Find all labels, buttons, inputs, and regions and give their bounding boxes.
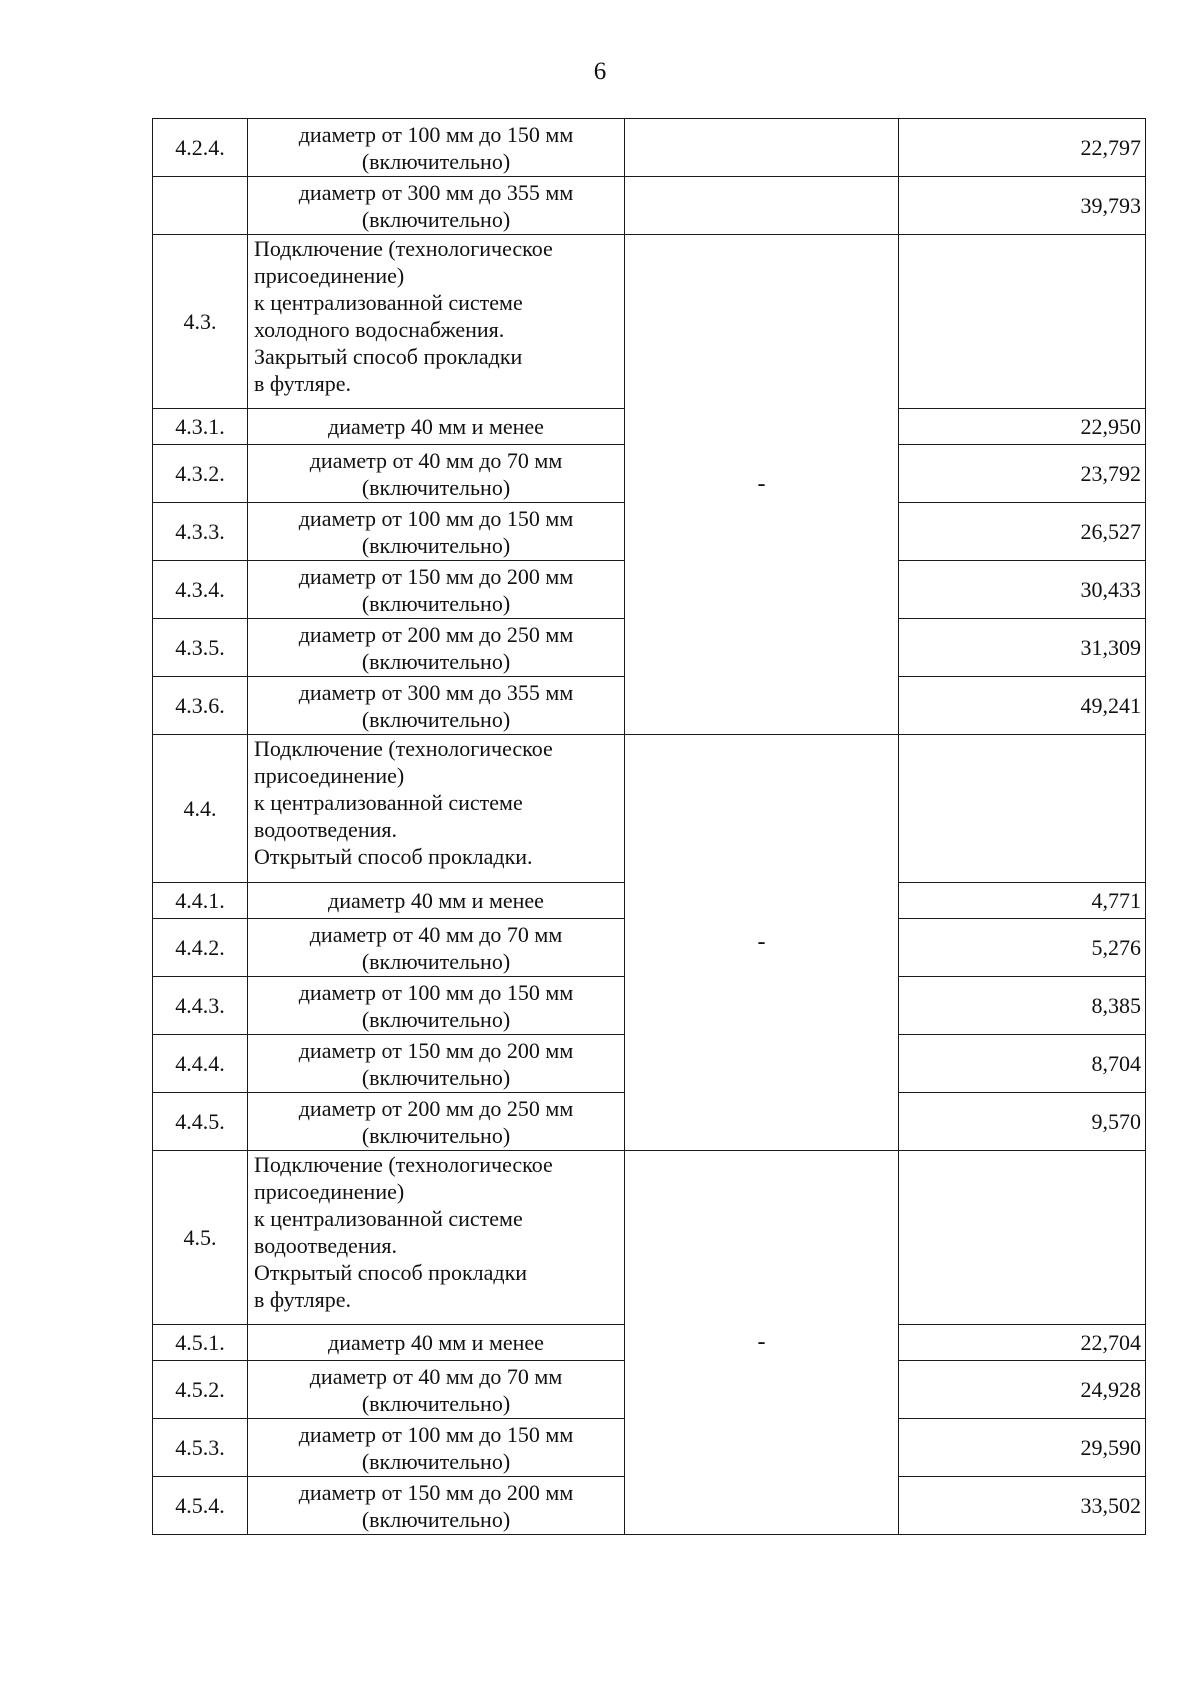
section-number: 4.5. [153,1151,248,1325]
empty-cell [625,177,899,235]
row-description: диаметр от 100 мм до 150 мм (включительно) [248,977,625,1035]
row-number: 4.5.2. [153,1361,248,1419]
row-description: диаметр от 100 мм до 150 мм (включительно) [248,119,625,177]
section-number: 4.4. [153,735,248,883]
row-number: 4.4.5. [153,1093,248,1151]
row-value: 26,527 [899,503,1146,561]
section-header-row [153,235,1146,409]
section-number: 4.3. [153,235,248,409]
row-number: 4.3.2. [153,445,248,503]
row-number: 4.4.1. [153,883,248,919]
row-value: 8,385 [899,977,1146,1035]
row-value: 22,950 [899,409,1146,445]
empty-cell [625,119,899,177]
section-title [248,735,625,883]
row-value: 8,704 [899,1035,1146,1093]
row-number: 4.4.3. [153,977,248,1035]
row-value: 22,704 [899,1325,1146,1361]
section-marker: - [625,1151,899,1535]
row-number: 4.3.1. [153,409,248,445]
row-value: 31,309 [899,619,1146,677]
row-value: 39,793 [899,177,1146,235]
table-row [153,119,1146,177]
empty-cell [899,735,1146,883]
row-description: диаметр 40 мм и менее [248,883,625,919]
row-value: 9,570 [899,1093,1146,1151]
section-marker: - [625,235,899,735]
row-description: диаметр от 200 мм до 250 мм (включительно) [248,1093,625,1151]
row-description: диаметр от 300 мм до 355 мм (включительно) [248,177,625,235]
empty-cell [899,235,1146,409]
row-number: 4.3.4. [153,561,248,619]
row-description: диаметр от 150 мм до 200 мм (включительно) [248,1035,625,1093]
row-description: диаметр от 40 мм до 70 мм (включительно) [248,445,625,503]
row-number: 4.3.5. [153,619,248,677]
row-value: 30,433 [899,561,1146,619]
row-description: диаметр от 150 мм до 200 мм (включительно) [248,1477,625,1535]
row-value: 5,276 [899,919,1146,977]
row-value: 22,797 [899,119,1146,177]
section-title [248,1151,625,1325]
row-description: диаметр от 100 мм до 150 мм (включительно) [248,503,625,561]
empty-cell [899,1151,1146,1325]
row-value: 23,792 [899,445,1146,503]
section-title-text: Подключение (технологическое присоединение) к централизованной системе водоотведения. Открытый способ прокладки. [254,736,553,869]
row-number: 4.5.1. [153,1325,248,1361]
section-title-text: Подключение (технологическое присоединение) к централизованной системе водоотведения. Открытый способ прокладки в футляре. [254,1152,553,1312]
section-header-row [153,1151,1146,1325]
section-header-row [153,735,1146,883]
table-row [153,177,1146,235]
row-value: 49,241 [899,677,1146,735]
row-number: 4.5.3. [153,1419,248,1477]
row-description: диаметр от 150 мм до 200 мм (включительно) [248,561,625,619]
row-number: 4.3.3. [153,503,248,561]
row-value: 33,502 [899,1477,1146,1535]
row-description: диаметр 40 мм и менее [248,409,625,445]
row-description: диаметр от 100 мм до 150 мм (включительно) [248,1419,625,1477]
row-number [153,177,248,235]
section-title-text: Подключение (технологическое присоединение) к централизованной системе холодного водоснабжения. Закрытый способ прокладки в футляре. [254,236,553,396]
row-value: 29,590 [899,1419,1146,1477]
row-number: 4.2.4. [153,119,248,177]
row-number: 4.4.2. [153,919,248,977]
row-number: 4.4.4. [153,1035,248,1093]
row-number: 4.5.4. [153,1477,248,1535]
row-description: диаметр от 40 мм до 70 мм (включительно) [248,1361,625,1419]
row-value: 24,928 [899,1361,1146,1419]
section-marker: - [625,735,899,1151]
page-number: 6 [593,58,607,85]
row-description: диаметр от 40 мм до 70 мм (включительно) [248,919,625,977]
row-description: диаметр от 300 мм до 355 мм (включительно) [248,677,625,735]
tariff-table [152,118,1146,1535]
section-title [248,235,625,409]
row-description: диаметр 40 мм и менее [248,1325,625,1361]
row-value: 4,771 [899,883,1146,919]
row-description: диаметр от 200 мм до 250 мм (включительно) [248,619,625,677]
row-number: 4.3.6. [153,677,248,735]
